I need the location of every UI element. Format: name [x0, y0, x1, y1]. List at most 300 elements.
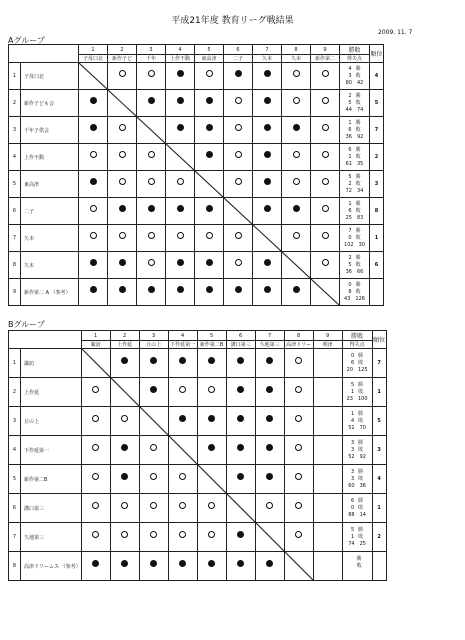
team-rank: 2 [370, 144, 384, 171]
team-row [9, 198, 384, 225]
row-number: 3 [9, 407, 21, 436]
loss-dot-icon [264, 124, 271, 131]
header-blank [9, 45, 79, 63]
row-number: 5 [9, 465, 21, 494]
losses-count: 2 [348, 180, 352, 187]
win-circle-icon [322, 97, 329, 104]
win-label: 勝 [355, 227, 361, 234]
match-cell [195, 171, 224, 198]
match-cell [226, 349, 255, 378]
loss-label: 敗 [355, 72, 361, 79]
match-cell [255, 465, 284, 494]
win-loss-record [342, 552, 372, 581]
match-cell [110, 407, 139, 436]
win-circle-icon [295, 531, 302, 538]
match-cell [108, 117, 137, 144]
match-cell [139, 523, 168, 552]
match-cell [166, 144, 195, 171]
column-team-name: 明津 [313, 341, 342, 349]
losses-line [340, 262, 369, 269]
win-circle-icon [295, 502, 302, 509]
group-b-label: Bグループ [8, 320, 45, 329]
match-cell [284, 494, 313, 523]
win-circle-icon [295, 415, 302, 422]
loss-label: 敗 [358, 533, 364, 540]
loss-dot-icon [237, 415, 244, 422]
team-row [9, 378, 387, 407]
match-cell [226, 523, 255, 552]
losses-count: 5 [348, 261, 352, 268]
match-cell [139, 378, 168, 407]
match-cell [81, 494, 110, 523]
match-cell [284, 465, 313, 494]
losses-count: 4 [350, 417, 355, 424]
win-label: 勝 [358, 410, 364, 417]
win-circle-icon [208, 531, 215, 538]
team-row [9, 279, 384, 306]
win-circle-icon [121, 415, 128, 422]
goals-against: 125 [358, 366, 368, 373]
losses-count: 0 [348, 234, 352, 241]
loss-label: 敗 [355, 234, 361, 241]
match-cell [311, 117, 340, 144]
team-rank: 1 [370, 225, 384, 252]
match-cell [168, 465, 197, 494]
loss-dot-icon [237, 560, 244, 567]
losses-count: 1 [348, 153, 352, 160]
match-cell [166, 171, 195, 198]
win-loss-record [340, 252, 370, 279]
loss-label: 敗 [355, 288, 361, 295]
match-cell [81, 378, 110, 407]
match-cell [79, 252, 108, 279]
loss-dot-icon [148, 286, 155, 293]
loss-dot-icon [264, 151, 271, 158]
win-circle-icon [322, 151, 329, 158]
loss-dot-icon [208, 444, 215, 451]
match-cell [282, 117, 311, 144]
loss-dot-icon [177, 286, 184, 293]
wins-count: 3 [350, 439, 355, 446]
group-b-table [8, 330, 387, 581]
loss-dot-icon [237, 357, 244, 364]
loss-label: 敗 [355, 180, 361, 187]
goals-for: 61 [345, 160, 352, 167]
wins-line [340, 255, 369, 262]
column-team-name: 東高津 [195, 55, 224, 63]
team-row [9, 144, 384, 171]
match-cell [284, 552, 313, 581]
team-name: 丘の上 [21, 407, 82, 436]
column-number: 9 [311, 45, 340, 55]
team-row [9, 552, 387, 581]
match-cell [282, 252, 311, 279]
losses-line [343, 360, 372, 367]
match-cell [108, 279, 137, 306]
column-number: 2 [110, 331, 139, 341]
column-team-name: 新作子ど [108, 55, 137, 63]
column-team-name: 下作延第一 [170, 342, 196, 348]
win-loss-record [342, 436, 372, 465]
column-number: 3 [139, 331, 168, 341]
win-label: 勝 [356, 555, 362, 562]
win-circle-icon [293, 70, 300, 77]
loss-dot-icon [264, 70, 271, 77]
goal-line [340, 134, 369, 141]
match-cell [166, 117, 195, 144]
match-cell [195, 144, 224, 171]
loss-dot-icon [237, 473, 244, 480]
match-cell [282, 225, 311, 252]
match-cell [137, 279, 166, 306]
match-cell [137, 90, 166, 117]
column-team-name: 諏訪 [81, 341, 110, 349]
goal-line [340, 107, 369, 114]
team-row [9, 407, 387, 436]
loss-dot-icon [148, 97, 155, 104]
win-circle-icon [179, 531, 186, 538]
wins-count: 5 [348, 173, 352, 180]
win-circle-icon [150, 502, 157, 509]
column-team-name: 久地第三 [255, 341, 284, 349]
loss-dot-icon [177, 259, 184, 266]
match-cell [195, 63, 224, 90]
match-cell [253, 63, 282, 90]
goal-line [340, 161, 369, 168]
match-cell [168, 523, 197, 552]
goal-header: 得失点 [342, 341, 372, 349]
wins-line [343, 382, 372, 389]
wins-line [343, 440, 372, 447]
match-cell [108, 252, 137, 279]
win-circle-icon [322, 178, 329, 185]
wins-count: 6 [348, 146, 352, 153]
losses-line [340, 154, 369, 161]
win-loss-record [342, 523, 372, 552]
match-cell [139, 436, 168, 465]
match-cell [313, 436, 342, 465]
loss-dot-icon [237, 386, 244, 393]
loss-dot-icon [264, 259, 271, 266]
wins-count: 1 [348, 119, 352, 126]
match-cell [79, 198, 108, 225]
win-circle-icon [148, 151, 155, 158]
team-row [9, 252, 384, 279]
loss-dot-icon [266, 560, 273, 567]
win-circle-icon [293, 232, 300, 239]
results-header: 勝敗 [340, 45, 370, 55]
goals-against: 92 [359, 453, 366, 460]
wins-count: 5 [350, 526, 355, 533]
loss-dot-icon [266, 386, 273, 393]
loss-dot-icon [150, 357, 157, 364]
win-circle-icon [293, 178, 300, 185]
win-loss-record [340, 63, 370, 90]
column-number: 4 [168, 331, 197, 341]
win-circle-icon [322, 70, 329, 77]
team-name: 子母口北 [21, 63, 79, 90]
losses-count: 0 [350, 504, 355, 511]
win-circle-icon [206, 232, 213, 239]
win-circle-icon [235, 259, 242, 266]
match-cell [224, 252, 253, 279]
goal-line [340, 269, 369, 276]
wins-count: 0 [348, 281, 352, 288]
column-number: 1 [81, 331, 110, 341]
loss-dot-icon [266, 473, 273, 480]
row-number: 9 [9, 279, 21, 306]
loss-dot-icon [119, 259, 126, 266]
win-circle-icon [179, 502, 186, 509]
losses-line [343, 389, 372, 396]
goals-for: 88 [348, 511, 355, 518]
match-cell [137, 144, 166, 171]
match-cell [81, 349, 110, 378]
loss-dot-icon [266, 415, 273, 422]
loss-dot-icon [90, 124, 97, 131]
team-name: 高津ドリームス （参考） [21, 552, 82, 581]
loss-dot-icon [148, 205, 155, 212]
loss-label: 敗 [358, 417, 364, 424]
match-cell [255, 349, 284, 378]
row-number: 6 [9, 494, 21, 523]
team-row [9, 63, 384, 90]
column-number: 6 [224, 45, 253, 55]
loss-dot-icon [237, 444, 244, 451]
match-cell [226, 378, 255, 407]
win-circle-icon [121, 502, 128, 509]
team-row [9, 225, 384, 252]
goals-for: 20 [346, 366, 353, 373]
goals-for: 36 [345, 133, 352, 140]
match-cell [255, 436, 284, 465]
match-cell [110, 494, 139, 523]
match-cell [166, 63, 195, 90]
goals-against: 42 [357, 79, 364, 86]
match-cell [137, 225, 166, 252]
wins-line [340, 174, 369, 181]
wins-line [340, 282, 369, 289]
team-name: 新作子ども会 [21, 90, 79, 117]
loss-label: 敗 [355, 153, 361, 160]
win-circle-icon [177, 178, 184, 185]
win-circle-icon [208, 386, 215, 393]
team-rank: 3 [372, 436, 386, 465]
match-cell [79, 63, 108, 90]
win-circle-icon [90, 151, 97, 158]
win-circle-icon [235, 97, 242, 104]
goal-line [340, 242, 369, 249]
loss-label: 敗 [358, 359, 364, 366]
column-team-name: 千年 [137, 55, 166, 63]
match-cell [282, 279, 311, 306]
match-cell [224, 117, 253, 144]
loss-dot-icon [121, 444, 128, 451]
column-number: 9 [313, 331, 342, 341]
goals-for: 36 [345, 268, 352, 275]
team-row [9, 171, 384, 198]
wins-line [343, 353, 372, 360]
wins-line [343, 469, 372, 476]
match-cell [253, 198, 282, 225]
losses-count: 6 [350, 359, 355, 366]
team-name: 新作第二B [21, 465, 82, 494]
match-cell [81, 407, 110, 436]
match-cell [226, 494, 255, 523]
match-cell [166, 225, 195, 252]
losses-line [340, 100, 369, 107]
match-cell [108, 198, 137, 225]
team-row [9, 494, 387, 523]
match-cell [311, 171, 340, 198]
match-cell [284, 436, 313, 465]
team-name: 溝口第三 [21, 494, 82, 523]
goal-line [343, 512, 372, 519]
match-cell [168, 407, 197, 436]
win-circle-icon [150, 444, 157, 451]
loss-dot-icon [90, 178, 97, 185]
team-rank: 1 [372, 494, 386, 523]
team-name: 千年子供会 [21, 117, 79, 144]
match-cell [253, 225, 282, 252]
match-cell [79, 225, 108, 252]
win-circle-icon [235, 178, 242, 185]
win-circle-icon [119, 124, 126, 131]
loss-dot-icon [150, 386, 157, 393]
win-circle-icon [235, 124, 242, 131]
match-cell [197, 378, 226, 407]
win-circle-icon [92, 386, 99, 393]
loss-dot-icon [235, 70, 242, 77]
win-loss-record [340, 171, 370, 198]
wins-count: 6 [350, 497, 355, 504]
report-date: 2009. 11. 7 [378, 29, 413, 36]
match-cell [253, 144, 282, 171]
win-circle-icon [293, 151, 300, 158]
match-cell [311, 90, 340, 117]
match-cell [139, 407, 168, 436]
win-circle-icon [148, 259, 155, 266]
losses-count: 6 [348, 126, 352, 133]
match-cell [197, 494, 226, 523]
match-cell [108, 63, 137, 90]
team-row [9, 90, 384, 117]
match-cell [284, 349, 313, 378]
match-cell [108, 144, 137, 171]
win-circle-icon [322, 232, 329, 239]
win-circle-icon [179, 386, 186, 393]
match-cell [226, 465, 255, 494]
match-cell [282, 198, 311, 225]
match-cell [313, 407, 342, 436]
loss-dot-icon [264, 97, 271, 104]
goal-line [343, 541, 372, 548]
win-label: 勝 [358, 526, 364, 533]
goals-for: 74 [348, 540, 355, 547]
win-circle-icon [235, 232, 242, 239]
loss-dot-icon [237, 531, 244, 538]
column-team-name: 丘の上 [139, 341, 168, 349]
win-label: 勝 [358, 352, 364, 359]
goals-for: 23 [346, 395, 353, 402]
match-cell [166, 279, 195, 306]
team-rank: 3 [370, 171, 384, 198]
win-circle-icon [179, 473, 186, 480]
match-cell [284, 523, 313, 552]
win-circle-icon [208, 502, 215, 509]
match-cell [311, 144, 340, 171]
win-loss-record [340, 144, 370, 171]
match-cell [108, 225, 137, 252]
row-number: 2 [9, 90, 21, 117]
loss-dot-icon [177, 124, 184, 131]
match-cell [313, 552, 342, 581]
row-number: 2 [9, 378, 21, 407]
wins-line [340, 201, 369, 208]
match-cell [139, 465, 168, 494]
goals-against: 83 [357, 214, 364, 221]
match-cell [313, 523, 342, 552]
loss-dot-icon [206, 259, 213, 266]
match-cell [197, 552, 226, 581]
team-row [9, 523, 387, 552]
win-circle-icon [92, 502, 99, 509]
team-rank: 8 [370, 198, 384, 225]
row-number: 1 [9, 63, 21, 90]
losses-line [343, 505, 372, 512]
goals-against: 92 [357, 133, 364, 140]
match-cell [139, 349, 168, 378]
win-label: 勝 [358, 439, 364, 446]
match-cell [168, 349, 197, 378]
team-row [9, 436, 387, 465]
goal-line [340, 296, 369, 303]
loss-dot-icon [121, 473, 128, 480]
win-circle-icon [90, 205, 97, 212]
row-number: 4 [9, 144, 21, 171]
goal-line [343, 367, 372, 374]
loss-dot-icon [177, 205, 184, 212]
goal-line [340, 215, 369, 222]
row-number: 6 [9, 198, 21, 225]
win-circle-icon [295, 386, 302, 393]
goal-line [343, 396, 372, 403]
column-number: 8 [284, 331, 313, 341]
goals-against: 36 [359, 482, 366, 489]
loss-dot-icon [293, 124, 300, 131]
win-label: 勝 [358, 381, 364, 388]
group-a-table [8, 44, 384, 306]
win-label: 勝 [358, 468, 364, 475]
win-circle-icon [148, 178, 155, 185]
win-circle-icon [293, 97, 300, 104]
win-circle-icon [92, 415, 99, 422]
loss-label: 敗 [358, 446, 364, 453]
match-cell [255, 552, 284, 581]
win-loss-record [340, 225, 370, 252]
match-cell [79, 90, 108, 117]
loss-dot-icon [293, 286, 300, 293]
losses-line [340, 289, 369, 296]
win-circle-icon [235, 151, 242, 158]
win-circle-icon [266, 502, 273, 509]
row-number: 4 [9, 436, 21, 465]
wins-count: 7 [348, 227, 352, 234]
match-cell [224, 171, 253, 198]
match-cell [253, 90, 282, 117]
win-circle-icon [92, 531, 99, 538]
goals-against: 25 [359, 540, 366, 547]
